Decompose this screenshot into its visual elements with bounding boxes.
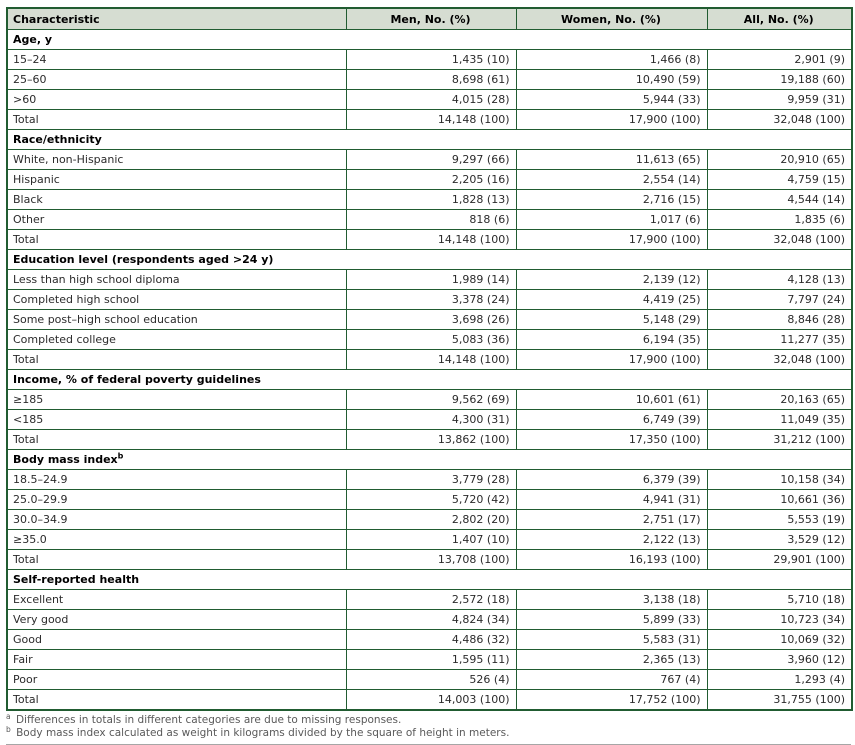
value-cell: 9,959 (31)	[707, 90, 852, 110]
table-row	[7, 430, 852, 450]
value-cell: 17,350 (100)	[516, 430, 707, 450]
value-cell: 11,049 (35)	[707, 410, 852, 430]
value-cell: 3,779 (28)	[346, 470, 516, 490]
value-cell: 5,710 (18)	[707, 590, 852, 610]
value-cell: 3,378 (24)	[346, 290, 516, 310]
row-label-cell: Completed college	[7, 330, 346, 350]
row-label-cell: Hispanic	[7, 170, 346, 190]
value-cell: 1,407 (10)	[346, 530, 516, 550]
value-cell: 1,595 (11)	[346, 650, 516, 670]
section-header: Income, % of federal poverty guidelines	[7, 370, 852, 390]
footnote-marker: b	[117, 451, 124, 461]
section-header-row	[7, 370, 852, 390]
value-cell: 1,989 (14)	[346, 270, 516, 290]
section-header-row	[7, 570, 852, 590]
table-row	[7, 70, 852, 90]
column-header-women: Women, No. (%)	[516, 8, 707, 30]
row-label-cell: Very good	[7, 610, 346, 630]
value-cell: 5,583 (31)	[516, 630, 707, 650]
value-cell: 13,862 (100)	[346, 430, 516, 450]
footnote-line: $^b$ Body mass index calculated as weight in kilograms divided by the square of height in meters.	[6, 724, 510, 739]
table-row	[7, 690, 852, 711]
column-header-men: Men, No. (%)	[346, 8, 516, 30]
characteristics-table	[6, 7, 853, 711]
footnotes	[6, 711, 851, 745]
section-header: Age, y	[7, 30, 852, 50]
value-cell: 6,379 (39)	[516, 470, 707, 490]
row-label-cell: Excellent	[7, 590, 346, 610]
value-cell: 3,138 (18)	[516, 590, 707, 610]
value-cell: 10,490 (59)	[516, 70, 707, 90]
table-row	[7, 310, 852, 330]
row-label-cell: Other	[7, 210, 346, 230]
row-label-cell: ≥35.0	[7, 530, 346, 550]
section-header-row	[7, 250, 852, 270]
table-row	[7, 90, 852, 110]
value-cell: 8,698 (61)	[346, 70, 516, 90]
value-cell: 2,572 (18)	[346, 590, 516, 610]
table-row	[7, 390, 852, 410]
value-cell: 2,716 (15)	[516, 190, 707, 210]
row-label-cell: <185	[7, 410, 346, 430]
value-cell: 14,003 (100)	[346, 690, 516, 711]
value-cell: 2,205 (16)	[346, 170, 516, 190]
footnote-line: $^a$ Differences in totals in different categories are due to missing responses.	[6, 711, 402, 726]
table-row	[7, 550, 852, 570]
table-row	[7, 170, 852, 190]
value-cell: 2,122 (13)	[516, 530, 707, 550]
value-cell: 2,802 (20)	[346, 510, 516, 530]
value-cell: 4,941 (31)	[516, 490, 707, 510]
footnote-marker: a	[6, 711, 11, 721]
value-cell: 3,960 (12)	[707, 650, 852, 670]
table-header-row	[7, 8, 852, 30]
row-label-cell: Black	[7, 190, 346, 210]
row-label-cell: ≥185	[7, 390, 346, 410]
value-cell: 10,069 (32)	[707, 630, 852, 650]
value-cell: 2,554 (14)	[516, 170, 707, 190]
table-row	[7, 590, 852, 610]
section-header-row	[7, 30, 852, 50]
value-cell: 14,148 (100)	[346, 110, 516, 130]
value-cell: 5,899 (33)	[516, 610, 707, 630]
value-cell: 4,419 (25)	[516, 290, 707, 310]
value-cell: 5,083 (36)	[346, 330, 516, 350]
row-label-cell: Total	[7, 550, 346, 570]
value-cell: 8,846 (28)	[707, 310, 852, 330]
value-cell: 6,749 (39)	[516, 410, 707, 430]
value-cell: 32,048 (100)	[707, 350, 852, 370]
value-cell: 10,661 (36)	[707, 490, 852, 510]
value-cell: 10,601 (61)	[516, 390, 707, 410]
table-row	[7, 230, 852, 250]
row-label-cell: Good	[7, 630, 346, 650]
row-label-cell: >60	[7, 90, 346, 110]
column-header-characteristic: Characteristic	[7, 8, 346, 30]
table-row	[7, 630, 852, 650]
value-cell: 4,824 (34)	[346, 610, 516, 630]
table-row	[7, 290, 852, 310]
value-cell: 1,293 (4)	[707, 670, 852, 690]
table-row	[7, 670, 852, 690]
value-cell: 14,148 (100)	[346, 350, 516, 370]
value-cell: 4,544 (14)	[707, 190, 852, 210]
value-cell: 2,901 (9)	[707, 50, 852, 70]
table-row	[7, 210, 852, 230]
section-header: Body mass index$^b$	[7, 450, 852, 470]
value-cell: 1,466 (8)	[516, 50, 707, 70]
table-row	[7, 190, 852, 210]
row-label-cell: Completed high school	[7, 290, 346, 310]
table-row	[7, 270, 852, 290]
value-cell: 5,553 (19)	[707, 510, 852, 530]
section-header: Education level (respondents aged >24 y)	[7, 250, 852, 270]
value-cell: 2,139 (12)	[516, 270, 707, 290]
table-row	[7, 330, 852, 350]
row-label-cell: Total	[7, 350, 346, 370]
table-row	[7, 110, 852, 130]
value-cell: 5,148 (29)	[516, 310, 707, 330]
row-label-cell: 25–60	[7, 70, 346, 90]
section-header: Self-reported health	[7, 570, 852, 590]
value-cell: 14,148 (100)	[346, 230, 516, 250]
row-label-cell: Total	[7, 430, 346, 450]
value-cell: 10,723 (34)	[707, 610, 852, 630]
value-cell: 3,529 (12)	[707, 530, 852, 550]
row-label-cell: Total	[7, 110, 346, 130]
value-cell: 1,835 (6)	[707, 210, 852, 230]
value-cell: 16,193 (100)	[516, 550, 707, 570]
row-label-cell: 30.0–34.9	[7, 510, 346, 530]
row-label-cell: Total	[7, 690, 346, 711]
value-cell: 20,163 (65)	[707, 390, 852, 410]
row-label-cell: White, non-Hispanic	[7, 150, 346, 170]
value-cell: 32,048 (100)	[707, 230, 852, 250]
value-cell: 11,277 (35)	[707, 330, 852, 350]
row-label-cell: 15–24	[7, 50, 346, 70]
value-cell: 2,751 (17)	[516, 510, 707, 530]
value-cell: 11,613 (65)	[516, 150, 707, 170]
row-label-cell: Poor	[7, 670, 346, 690]
value-cell: 6,194 (35)	[516, 330, 707, 350]
row-label-cell: Some post–high school education	[7, 310, 346, 330]
value-cell: 9,297 (66)	[346, 150, 516, 170]
value-cell: 13,708 (100)	[346, 550, 516, 570]
value-cell: 818 (6)	[346, 210, 516, 230]
value-cell: 9,562 (69)	[346, 390, 516, 410]
table-row	[7, 410, 852, 430]
table-body	[7, 30, 852, 711]
table-row	[7, 150, 852, 170]
value-cell: 5,720 (42)	[346, 490, 516, 510]
row-label-cell: Total	[7, 230, 346, 250]
value-cell: 10,158 (34)	[707, 470, 852, 490]
value-cell: 4,128 (13)	[707, 270, 852, 290]
value-cell: 1,435 (10)	[346, 50, 516, 70]
table-row	[7, 650, 852, 670]
value-cell: 29,901 (100)	[707, 550, 852, 570]
value-cell: 32,048 (100)	[707, 110, 852, 130]
value-cell: 31,212 (100)	[707, 430, 852, 450]
table-row	[7, 50, 852, 70]
section-header: Race/ethnicity	[7, 130, 852, 150]
value-cell: 526 (4)	[346, 670, 516, 690]
table-row	[7, 510, 852, 530]
row-label-cell: Fair	[7, 650, 346, 670]
value-cell: 2,365 (13)	[516, 650, 707, 670]
table-row	[7, 530, 852, 550]
column-header-all: All, No. (%)	[707, 8, 852, 30]
value-cell: 4,300 (31)	[346, 410, 516, 430]
footnote-marker: b	[6, 724, 11, 734]
value-cell: 20,910 (65)	[707, 150, 852, 170]
section-header-row	[7, 130, 852, 150]
value-cell: 5,944 (33)	[516, 90, 707, 110]
value-cell: 19,188 (60)	[707, 70, 852, 90]
value-cell: 4,486 (32)	[346, 630, 516, 650]
value-cell: 4,759 (15)	[707, 170, 852, 190]
value-cell: 17,752 (100)	[516, 690, 707, 711]
value-cell: 31,755 (100)	[707, 690, 852, 711]
value-cell: 17,900 (100)	[516, 110, 707, 130]
table-row	[7, 610, 852, 630]
value-cell: 4,015 (28)	[346, 90, 516, 110]
row-label-cell: Less than high school diploma	[7, 270, 346, 290]
value-cell: 17,900 (100)	[516, 350, 707, 370]
value-cell: 1,017 (6)	[516, 210, 707, 230]
value-cell: 3,698 (26)	[346, 310, 516, 330]
row-label-cell: 18.5–24.9	[7, 470, 346, 490]
section-header-row	[7, 450, 852, 470]
value-cell: 767 (4)	[516, 670, 707, 690]
row-label-cell: 25.0–29.9	[7, 490, 346, 510]
table-row	[7, 490, 852, 510]
value-cell: 17,900 (100)	[516, 230, 707, 250]
value-cell: 7,797 (24)	[707, 290, 852, 310]
table-row	[7, 470, 852, 490]
table-row	[7, 350, 852, 370]
value-cell: 1,828 (13)	[346, 190, 516, 210]
